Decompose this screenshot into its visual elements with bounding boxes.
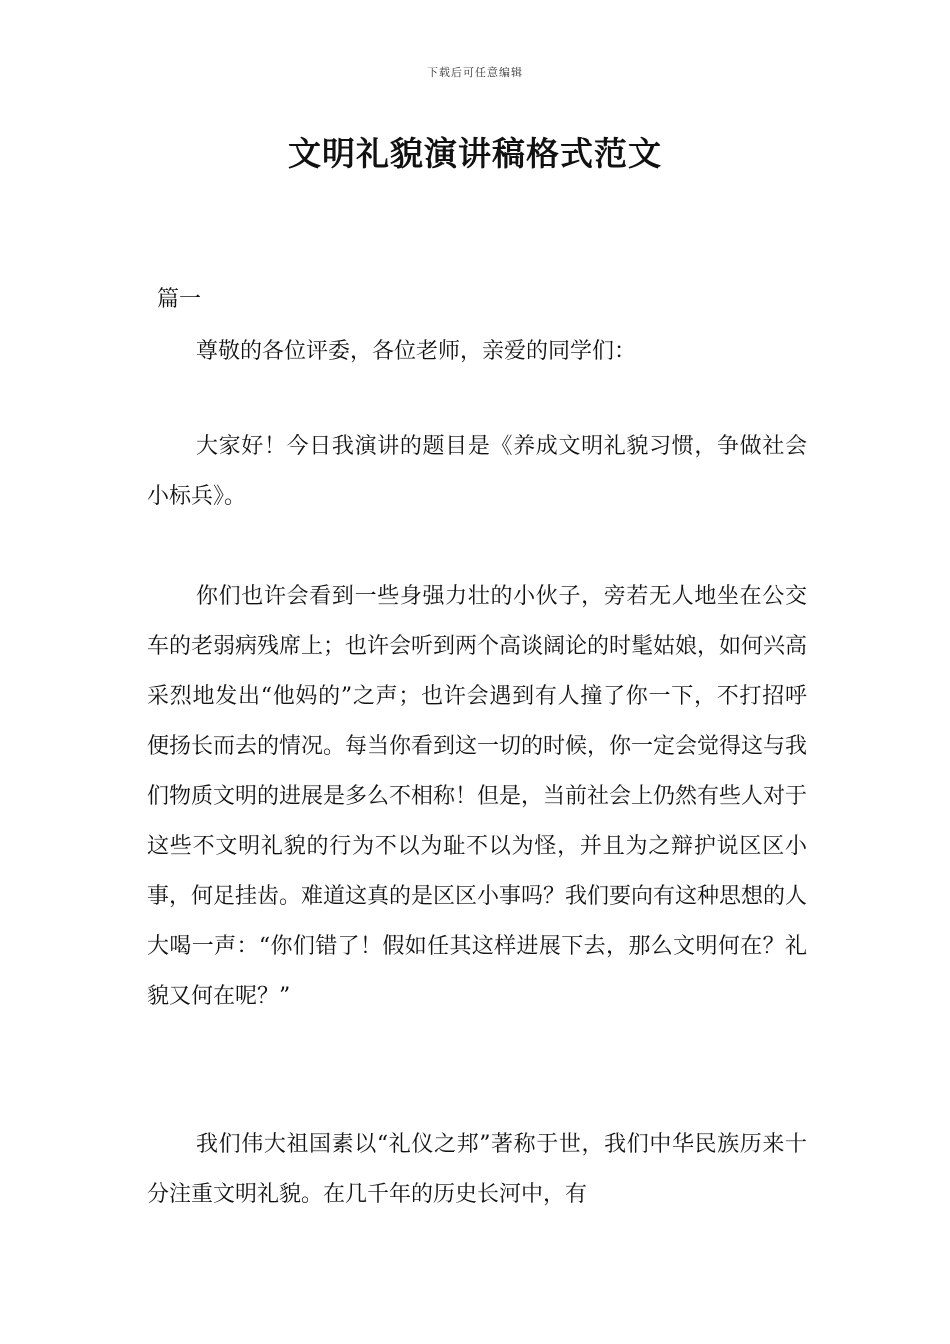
paragraph: 大家好！今日我演讲的题目是《养成文明礼貌习惯，争做社会小标兵》。 — [147, 434, 807, 509]
salutation: 尊敬的各位评委，各位老师，亲爱的同学们： — [196, 339, 637, 364]
section-label: 篇一 — [157, 287, 202, 312]
header-note: 下载后可任意编辑 — [427, 66, 523, 79]
paragraph: 你们也许会看到一些身强力壮的小伙子，旁若无人地坐在公交车的老弱病残席上；也许会听到两个高谈阔论的时髦姑娘，如何兴高采烈地发出“他妈的”之声；也许会遇到有人撞了你一下，不打招呼便扬长而去的情况。每当你看到这一切的时候，你一定会觉得这与我们物质文明的进展是多么不相称！但是，当前社会上仍然有些人对于这些不文明礼貌的行为不以为耻不以为怪，并且为之辩护说区区小事，何足挂齿。难道这真的是区区小事吗？我们要向有这种思想的人大喝一声：“你们错了！假如任其这样进展下去，那么文明何在？礼貌又何在呢？” — [147, 584, 808, 1009]
paragraph: 我们伟大祖国素以“礼仪之邦”著称于世，我们中华民族历来十分注重文明礼貌。在几千年的历史长河中，有 — [147, 1132, 807, 1207]
document-title: 文明礼貌演讲稿格式范文 — [288, 134, 662, 173]
